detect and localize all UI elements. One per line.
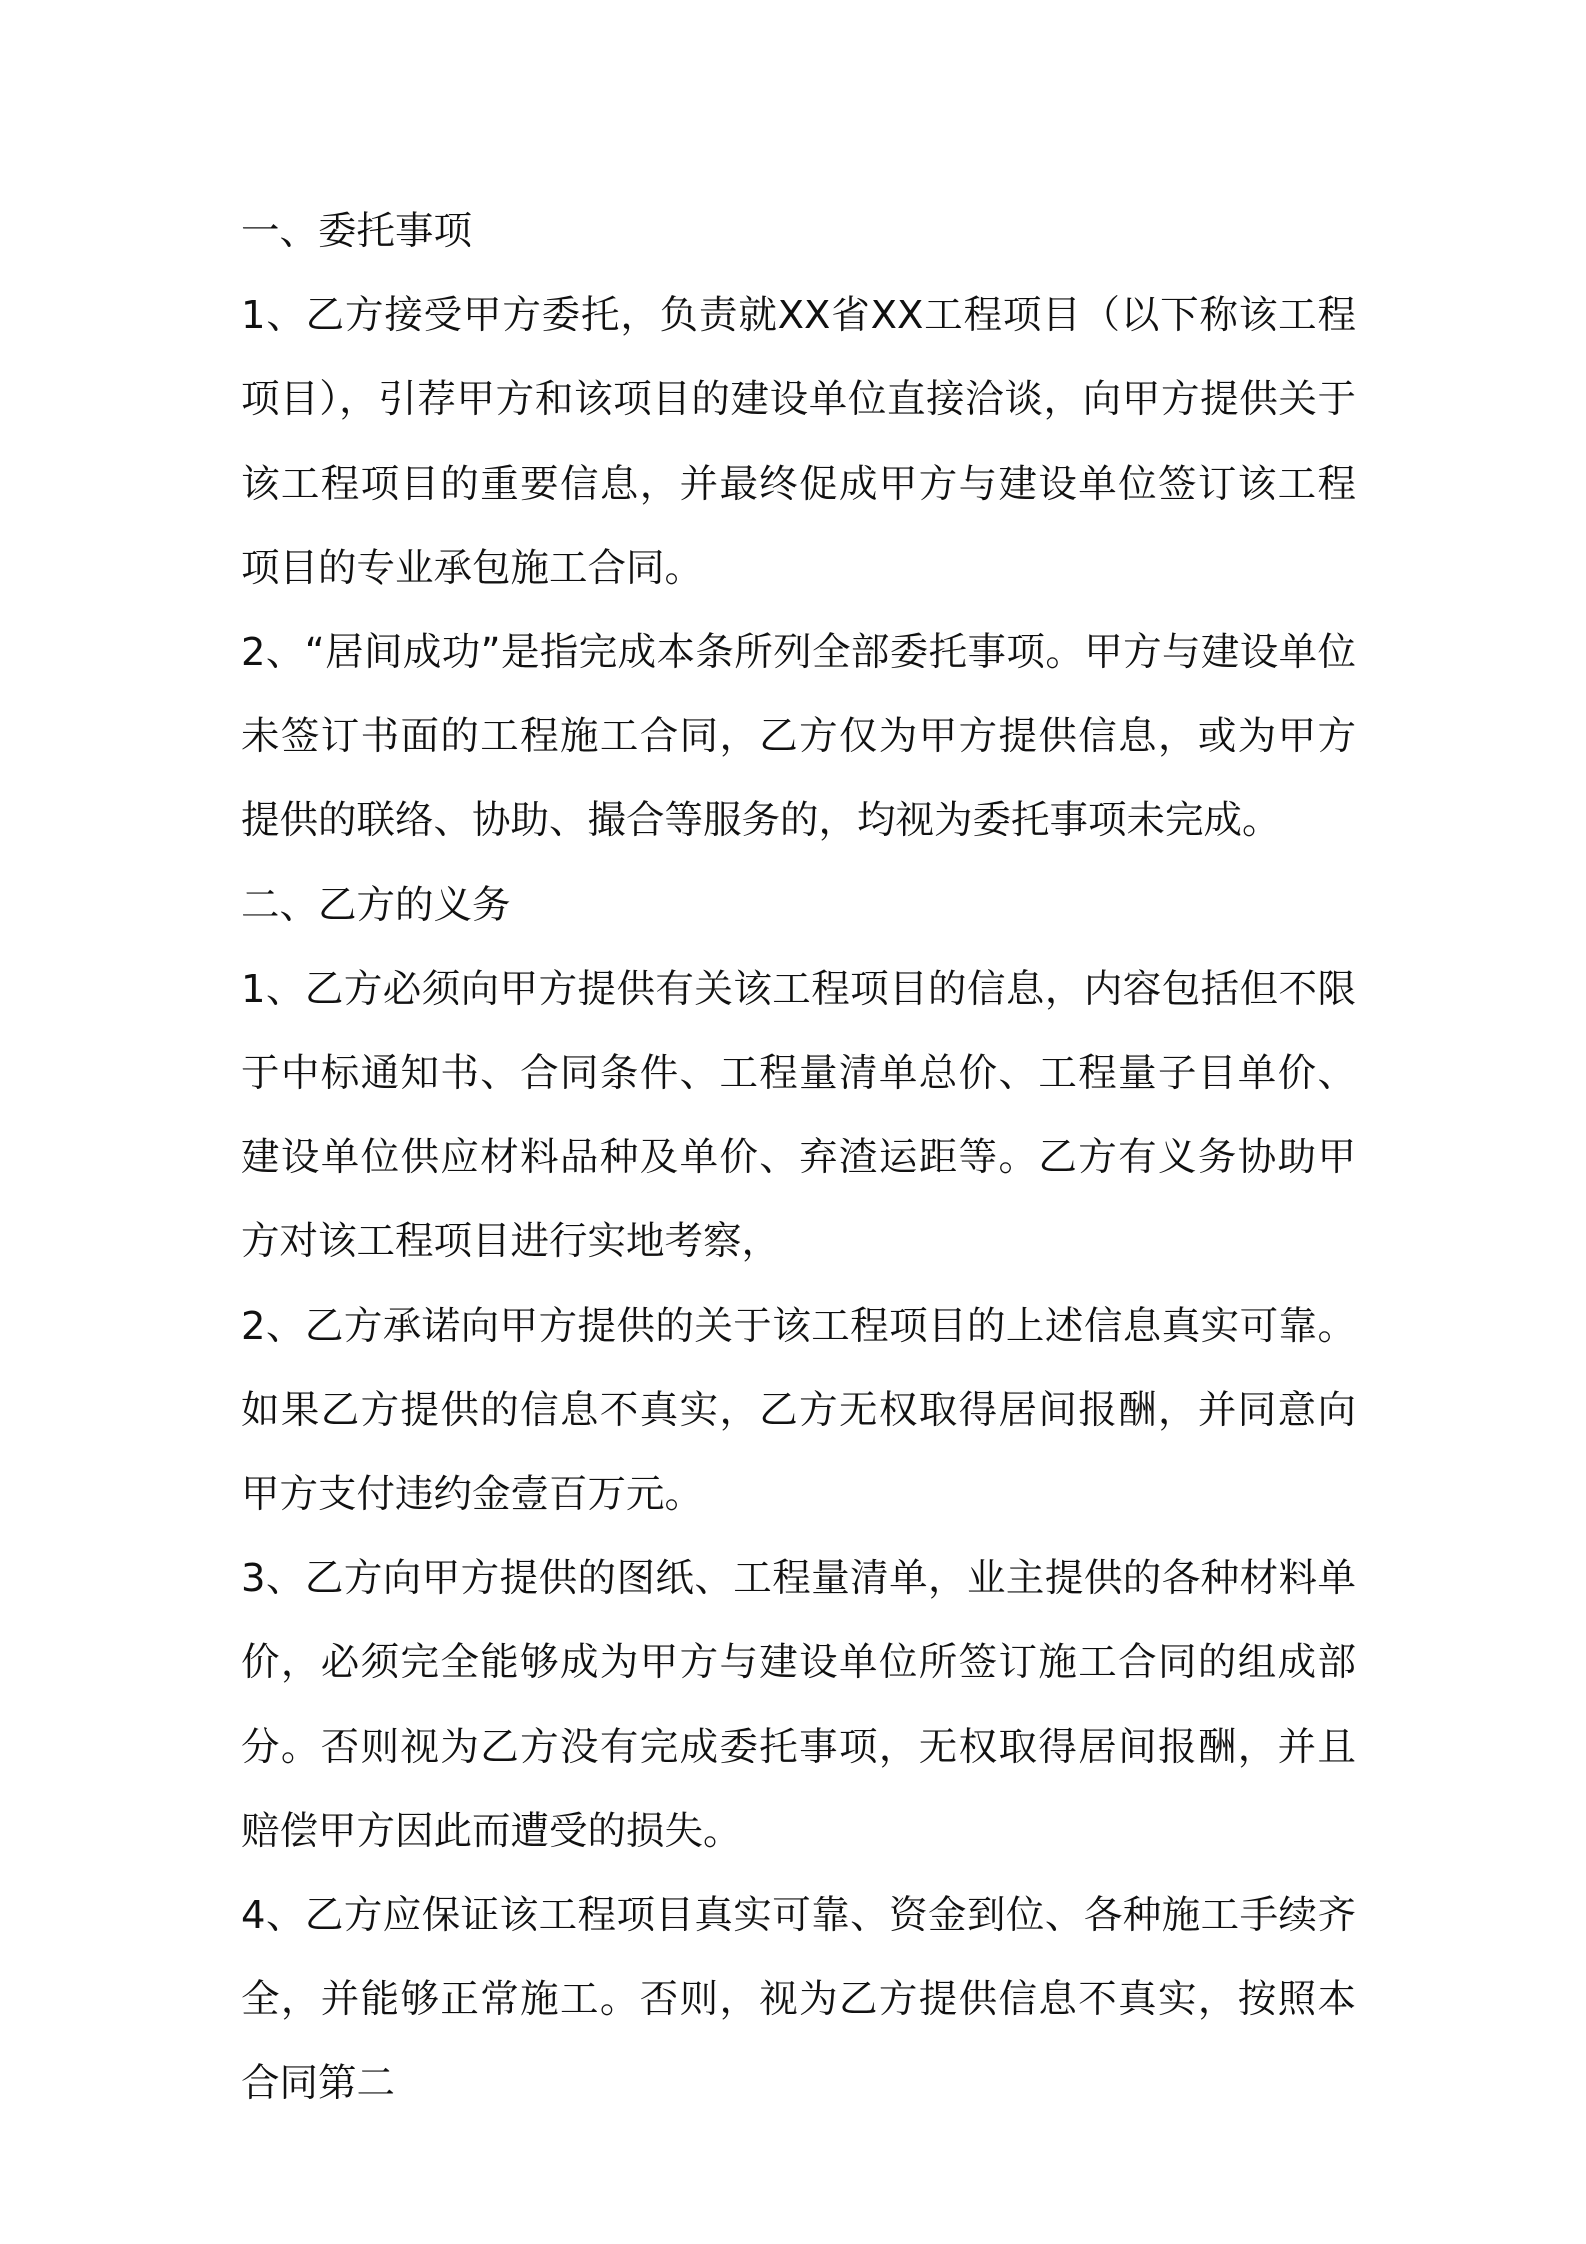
section-1-paragraph-1: 1、乙方接受甲方委托，负责就XX省XX工程项目（以下称该工程项目），引荐甲方和该项目的建设单位直接洽谈，向甲方提供关于该工程项目的重要信息，并最终促成甲方与建设单位签订该工程项目的专业承包施工合同。 <box>241 293 1356 591</box>
section-2-paragraph-2: 2、乙方承诺向甲方提供的关于该工程项目的上述信息真实可靠。如果乙方提供的信息不真实，乙方无权取得居间报酬，并同意向甲方支付违约金壹百万元。 <box>241 1303 1356 1518</box>
section-1-paragraph-2: 2、“居间成功”是指完成本条所列全部委托事项。甲方与建设单位未签订书面的工程施工合同，乙方仅为甲方提供信息，或为甲方提供的联络、协助、撮合等服务的，均视为委托事项未完成。 <box>241 630 1356 844</box>
section-2-paragraph-4: 4、乙方应保证该工程项目真实可靠、资金到位、各种施工手续齐全，并能够正常施工。否则，视为乙方提供信息不真实，按照本合同第二 <box>241 1893 1356 2107</box>
section-2-paragraph-1: 1、乙方必须向甲方提供有关该工程项目的信息，内容包括但不限于中标通知书、合同条件、工程量清单总价、工程量子目单价、建设单位供应材料品种及单价、弃渣运距等。乙方有义务协助甲方对该工程项目进行实地考察， <box>241 966 1356 1265</box>
section-heading-1: 一、委托事项 <box>241 209 473 254</box>
section-heading-2: 二、乙方的义务 <box>241 882 511 928</box>
section-2-paragraph-3: 3、乙方向甲方提供的图纸、工程量清单，业主提供的各种材料单价，必须完全能够成为甲方与建设单位所签订施工合同的组成部分。否则视为乙方没有完成委托事项，无权取得居间报酬，并且赔偿甲方因此而遭受的损失。 <box>241 1556 1356 1854</box>
document-body <box>241 190 1356 2127</box>
